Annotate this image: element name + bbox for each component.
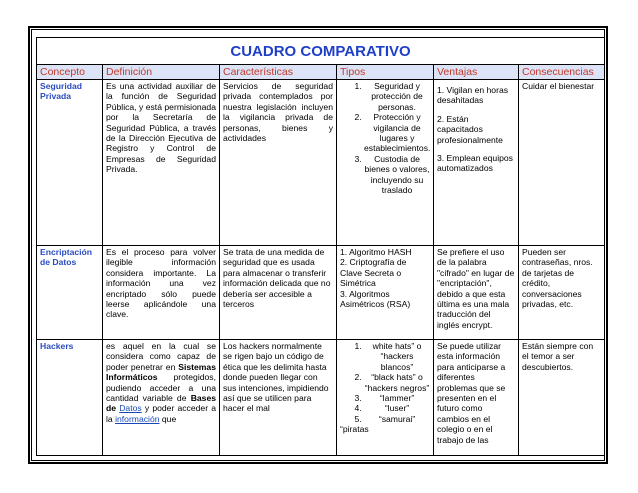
list-item: 4. “luser” — [364, 403, 430, 413]
definition-text: es aquel en la cual se considera como capaz de poder penetrar en — [106, 341, 216, 372]
definition-text: protegidos, pudiendo acceder a una cantidad variable de — [106, 372, 216, 404]
types-cell — [337, 246, 434, 340]
list-item: “piratas — [340, 424, 369, 435]
row-label: Encriptación de Datos — [37, 246, 103, 340]
definition-bold: Bases de — [106, 393, 217, 414]
list-item: 1. white hats” o “hackers blancos” — [364, 341, 430, 372]
definition-text: que — [161, 413, 177, 424]
definition-cell: Es el proceso para volver ilegible información considera importante. La información una vez encriptado sólo puede leerse aplicándole una clave. — [103, 246, 220, 340]
table-row — [37, 340, 605, 456]
advantages-cell — [434, 80, 519, 246]
list-item: 3. Algoritmos Asimétricos (RSA) — [340, 288, 411, 310]
title-row — [37, 38, 605, 65]
list-item: 5. “samurai” — [364, 414, 430, 424]
table-row — [37, 246, 605, 340]
table-row — [37, 80, 605, 246]
informacion-link[interactable]: información — [115, 413, 160, 424]
row-label: Seguridad Privada — [37, 80, 103, 246]
list-item: 1. Seguridad y protección de personas. — [364, 81, 430, 112]
list-item: 2. Criptografía de Clave Secreta o Simétrica — [340, 257, 407, 289]
page-title: CUADRO COMPARATIVO — [37, 38, 605, 65]
header-tipos: Tipos — [337, 65, 434, 80]
list-item: 3. “lammer” — [364, 393, 430, 403]
consequences-cell: Cuidar el bienestar — [519, 80, 605, 246]
definition-cell — [103, 340, 220, 456]
list-item: 2. “black hats” o “hackers negros” — [364, 372, 430, 393]
header-definicion: Definición — [103, 65, 220, 80]
definition-text: y poder acceder a la — [106, 403, 217, 424]
advantages-cell: Se puede utilizar esta información para anticiparse a diferentes problemas que se presenten en el futuro como cambios en el colegio o en el trabajo de las — [434, 340, 519, 456]
comparison-table — [36, 37, 605, 456]
advantages-cell: Se prefiere el uso de la palabra "cifrado" en lugar de "encriptación", debido a que esta última es una mala traducción del inglés encrypt. — [434, 246, 519, 340]
datos-link[interactable]: Datos — [119, 403, 142, 414]
list-item: 3. Custodia de bienes o valores, incluyendo su traslado — [364, 154, 430, 196]
types-cell — [337, 80, 434, 246]
list-item: 3. Emplean equipos automatizados — [437, 153, 513, 174]
header-ventajas: Ventajas — [434, 65, 519, 80]
consequences-cell: Están siempre con el temor a ser descubiertos. — [519, 340, 605, 456]
characteristics-cell: Se trata de una medida de seguridad que es usada para almacenar o transferir información delicada que no debería ser accesible a terceros — [220, 246, 337, 340]
header-consecuencias: Consecuencias — [519, 65, 605, 80]
characteristics-cell: Servicios de seguridad privada contemplados por nuestra legislación incluyen la vigilancia privada de personas, bienes y actividades — [220, 80, 337, 246]
header-row — [37, 65, 605, 80]
types-cell — [337, 340, 434, 456]
consequences-cell: Pueden ser contraseñas, nros. de tarjetas de crédito, conversaciones privadas, etc. — [519, 246, 605, 340]
list-item: 2. Están capacitados profesionalmente — [437, 113, 503, 145]
header-concepto: Concepto — [37, 65, 103, 80]
characteristics-cell: Los hackers normalmente se rigen bajo un código de ética que les delimita hasta donde pueden llegar con sus intenciones, impidiendo así que se utilicen para hacer el mal — [220, 340, 337, 456]
header-caracteristicas: Características — [220, 65, 337, 80]
row-label: Hackers — [37, 340, 103, 456]
definition-bold: Sistemas Informáticos — [106, 361, 216, 383]
list-item: 1. Vigilan en horas desahitadas — [437, 85, 509, 106]
definition-cell: Es una actividad auxiliar de la función de Seguridad Pública, y está permisionada por la Secretaría de Seguridad Pública, a través de la Dirección Ejecutiva de Registro y Control de Empresas de Seguridad Privada. — [103, 80, 220, 246]
list-item: 1. Algoritmo HASH — [340, 247, 412, 257]
list-item: 2. Protección y vigilancia de lugares y establecimientos. — [364, 112, 430, 154]
